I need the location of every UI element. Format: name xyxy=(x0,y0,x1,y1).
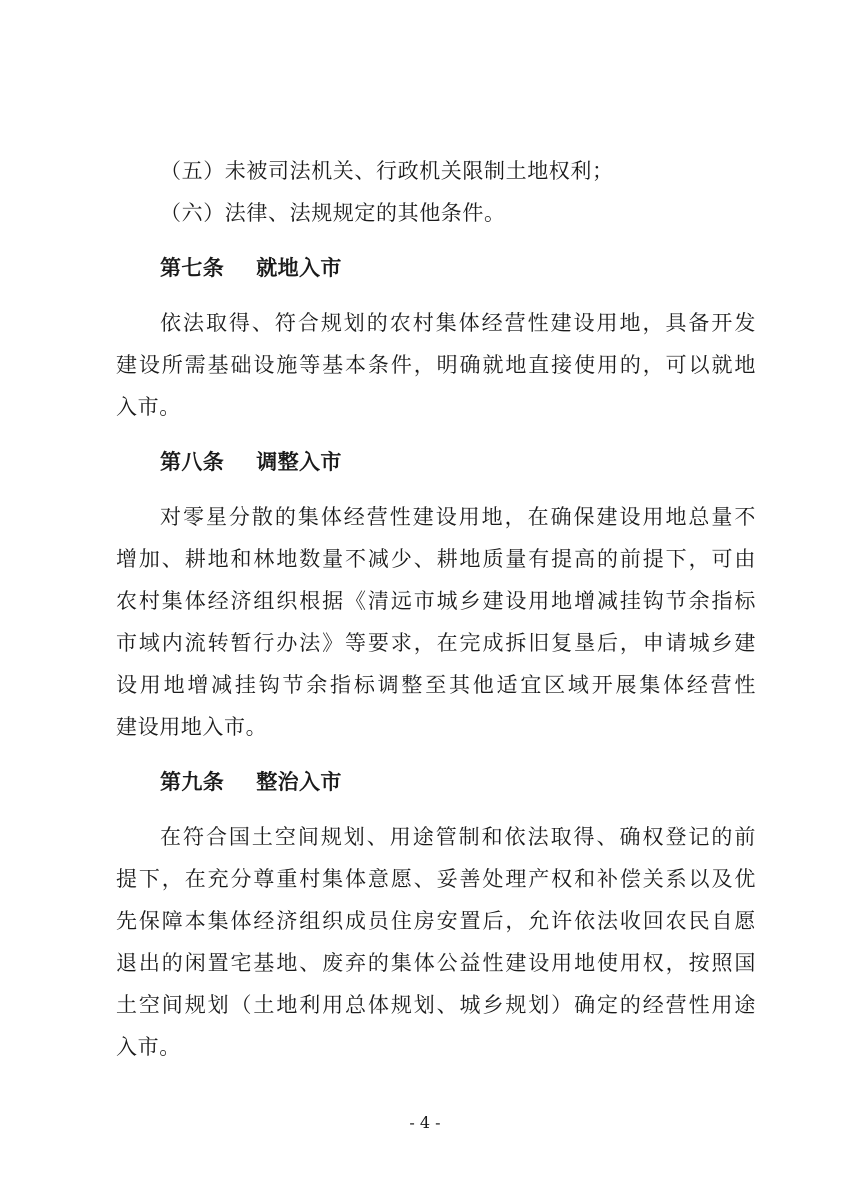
list-item-6: （六）法律、法规规定的其他条件。 xyxy=(160,201,506,225)
article-9-line-5: 土空间规划（土地利用总体规划、城乡规划）确定的经营性用途 xyxy=(116,993,756,1017)
article-8-line-4: 市域内流转暂行办法》等要求，在完成拆旧复垦后，申请城乡建 xyxy=(116,631,756,655)
article-7-line-3: 入市。 xyxy=(116,395,181,419)
article-8-line-5: 设用地增减挂钩节余指标调整至其他适宜区域开展集体经营性 xyxy=(116,673,756,697)
article-7-line-1: 依法取得、符合规划的农村集体经营性建设用地，具备开发 xyxy=(160,311,756,335)
article-8-number: 第八条 xyxy=(160,450,225,474)
article-8-line-6: 建设用地入市。 xyxy=(116,715,268,739)
article-8-line-2: 增加、耕地和林地数量不减少、耕地质量有提高的前提下，可由 xyxy=(116,547,756,571)
document-body xyxy=(116,150,756,1068)
article-8-line-1: 对零星分散的集体经营性建设用地，在确保建设用地总量不 xyxy=(160,505,756,529)
article-7-line-2: 建设所需基础设施等基本条件，明确就地直接使用的，可以就地 xyxy=(116,353,756,377)
article-9-title: 整治入市 xyxy=(256,770,342,794)
article-9-line-2: 提下，在充分尊重村集体意愿、妥善处理产权和补偿关系以及优 xyxy=(116,867,756,891)
article-8-title: 调整入市 xyxy=(256,450,342,474)
article-7-title: 就地入市 xyxy=(256,256,342,280)
article-9-heading xyxy=(116,761,756,803)
article-9-number: 第九条 xyxy=(160,770,225,794)
list-item-5: （五）未被司法机关、行政机关限制土地权利； xyxy=(160,159,614,183)
page-number: - 4 - xyxy=(409,1113,441,1132)
article-9-line-4: 退出的闲置宅基地、废弃的集体公益性建设用地使用权，按照国 xyxy=(116,951,756,975)
article-9-line-6: 入市。 xyxy=(116,1035,181,1059)
article-8-heading xyxy=(116,441,756,483)
article-7-number: 第七条 xyxy=(160,256,225,280)
article-7-heading xyxy=(116,247,756,289)
article-8-line-3: 农村集体经济组织根据《清远市城乡建设用地增减挂钩节余指标 xyxy=(116,589,756,613)
article-9-line-1: 在符合国土空间规划、用途管制和依法取得、确权登记的前 xyxy=(160,825,756,849)
article-9-line-3: 先保障本集体经济组织成员住房安置后，允许依法收回农民自愿 xyxy=(116,909,756,933)
